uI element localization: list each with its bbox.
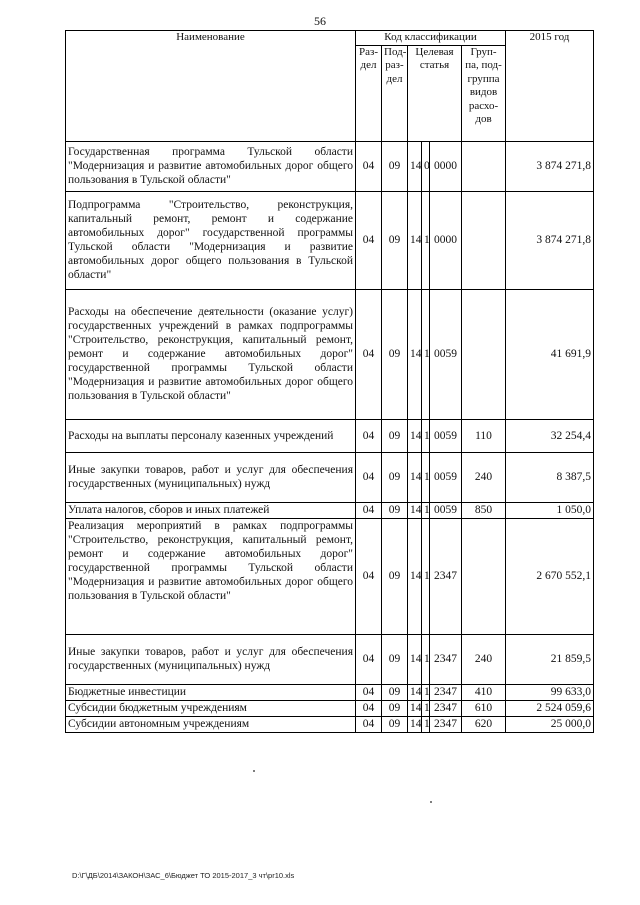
header-razdel: Раз-дел (356, 45, 382, 141)
row-name: Расходы на выплаты персоналу казенных учреждений (66, 419, 356, 452)
row-name: Государственная программа Тульской области "Модернизация и развитие автомобильных дорог общего пользования в Тульской области" (66, 141, 356, 191)
row-cs-program: 14 (408, 419, 422, 452)
row-razdel: 04 (356, 452, 382, 502)
row-cs-subprogram: 1 (422, 700, 430, 716)
row-value: 1 050,0 (506, 502, 594, 518)
row-cs-subprogram: 1 (422, 502, 430, 518)
table-row (66, 452, 594, 502)
row-vid: 240 (462, 634, 506, 684)
row-cs-direction: 0059 (430, 502, 462, 518)
row-vid (462, 518, 506, 634)
row-razdel: 04 (356, 502, 382, 518)
row-vid (462, 141, 506, 191)
row-vid: 610 (462, 700, 506, 716)
row-cs-subprogram: 1 (422, 684, 430, 700)
row-value: 3 874 271,8 (506, 191, 594, 289)
row-cs-subprogram: 1 (422, 634, 430, 684)
row-razdel: 04 (356, 141, 382, 191)
row-name: Иные закупки товаров, работ и услуг для обеспечения государственных (муниципальных) нужд (66, 634, 356, 684)
row-value: 3 874 271,8 (506, 141, 594, 191)
budget-table-body (66, 141, 594, 732)
row-podrazdel: 09 (382, 191, 408, 289)
row-cs-direction: 0000 (430, 141, 462, 191)
table-row (66, 289, 594, 419)
row-razdel: 04 (356, 700, 382, 716)
row-value: 25 000,0 (506, 716, 594, 732)
row-cs-direction: 0059 (430, 419, 462, 452)
row-value: 8 387,5 (506, 452, 594, 502)
budget-table (65, 30, 594, 733)
table-row (66, 141, 594, 191)
row-vid: 240 (462, 452, 506, 502)
row-cs-program: 14 (408, 452, 422, 502)
table-row (66, 518, 594, 634)
row-cs-subprogram: 1 (422, 419, 430, 452)
page-number: 56 (314, 14, 326, 28)
row-podrazdel: 09 (382, 684, 408, 700)
row-cs-direction: 0000 (430, 191, 462, 289)
row-cs-subprogram: 1 (422, 191, 430, 289)
header-tselevaya: Целевая статья (408, 45, 462, 141)
row-cs-program: 14 (408, 502, 422, 518)
row-cs-direction: 2347 (430, 700, 462, 716)
row-razdel: 04 (356, 191, 382, 289)
row-name: Уплата налогов, сборов и иных платежей (66, 502, 356, 518)
row-cs-program: 14 (408, 684, 422, 700)
row-cs-subprogram: 1 (422, 452, 430, 502)
header-year: 2015 год (506, 31, 594, 142)
row-cs-direction: 2347 (430, 634, 462, 684)
row-value: 2 524 059,6 (506, 700, 594, 716)
row-cs-program: 14 (408, 634, 422, 684)
row-cs-direction: 2347 (430, 684, 462, 700)
scan-speck (430, 801, 432, 803)
row-cs-program: 14 (408, 518, 422, 634)
header-gruppa: Груп-па, под-группа видов расхо-дов (462, 45, 506, 141)
row-cs-program: 14 (408, 141, 422, 191)
row-podrazdel: 09 (382, 716, 408, 732)
row-podrazdel: 09 (382, 634, 408, 684)
row-podrazdel: 09 (382, 419, 408, 452)
table-row (66, 716, 594, 732)
row-name: Иные закупки товаров, работ и услуг для обеспечения государственных (муниципальных) нужд (66, 452, 356, 502)
row-cs-subprogram: 1 (422, 289, 430, 419)
row-cs-subprogram: 1 (422, 716, 430, 732)
row-cs-direction: 0059 (430, 289, 462, 419)
table-row (66, 684, 594, 700)
scan-speck (253, 770, 255, 772)
row-cs-direction: 0059 (430, 452, 462, 502)
row-vid: 110 (462, 419, 506, 452)
row-razdel: 04 (356, 716, 382, 732)
row-cs-program: 14 (408, 716, 422, 732)
row-value: 99 633,0 (506, 684, 594, 700)
row-vid: 410 (462, 684, 506, 700)
row-podrazdel: 09 (382, 502, 408, 518)
row-cs-direction: 2347 (430, 518, 462, 634)
table-row (66, 634, 594, 684)
row-podrazdel: 09 (382, 141, 408, 191)
row-razdel: 04 (356, 684, 382, 700)
row-vid: 620 (462, 716, 506, 732)
row-cs-direction: 2347 (430, 716, 462, 732)
row-value: 2 670 552,1 (506, 518, 594, 634)
row-name: Бюджетные инвестиции (66, 684, 356, 700)
row-name: Подпрограмма "Строительство, реконструкция, капитальный ремонт, ремонт и содержание автомобильных дорог" государственной программы Тульской области "Модернизация и развитие автомобильных дорог общего пользования в Тульской области" (66, 191, 356, 289)
row-razdel: 04 (356, 634, 382, 684)
row-podrazdel: 09 (382, 700, 408, 716)
row-name: Реализация мероприятий в рамках подпрограммы "Строительство, реконструкция, капитальный ремонт, ремонт и содержание автомобильных дорог" государственной программы Тульской области "Модернизация и развитие автомобильных дорог общего пользования в Тульской области" (66, 518, 356, 634)
table-row (66, 502, 594, 518)
row-value: 21 859,5 (506, 634, 594, 684)
row-razdel: 04 (356, 419, 382, 452)
row-podrazdel: 09 (382, 452, 408, 502)
row-razdel: 04 (356, 518, 382, 634)
header-code-group: Код классификации (356, 31, 506, 46)
table-row (66, 700, 594, 716)
row-cs-program: 14 (408, 289, 422, 419)
row-name: Субсидии бюджетным учреждениям (66, 700, 356, 716)
header-name: Наименование (66, 31, 356, 142)
row-razdel: 04 (356, 289, 382, 419)
row-cs-subprogram: 0 (422, 141, 430, 191)
row-value: 41 691,9 (506, 289, 594, 419)
row-name: Субсидии автономным учреждениям (66, 716, 356, 732)
row-value: 32 254,4 (506, 419, 594, 452)
row-vid (462, 191, 506, 289)
row-cs-program: 14 (408, 700, 422, 716)
table-row (66, 419, 594, 452)
row-cs-subprogram: 1 (422, 518, 430, 634)
row-podrazdel: 09 (382, 518, 408, 634)
header-podrazdel: Под-раз-дел (382, 45, 408, 141)
row-vid: 850 (462, 502, 506, 518)
footer-file-path: D:\Г\ДБ\2014\ЗАКОН\ЗАС_6\Бюджет ТО 2015-2017_3 чт\pr10.xls (72, 871, 295, 880)
row-vid (462, 289, 506, 419)
row-podrazdel: 09 (382, 289, 408, 419)
row-cs-program: 14 (408, 191, 422, 289)
table-row (66, 191, 594, 289)
row-name: Расходы на обеспечение деятельности (оказание услуг) государственных учреждений в рамках подпрограммы "Строительство, реконструкция, капитальный ремонт, ремонт и содержание автомобильных дорог" государственной программы Тульской области "Модернизация и развитие автомобильных дорог общего пользования в Тульской области" (66, 289, 356, 419)
